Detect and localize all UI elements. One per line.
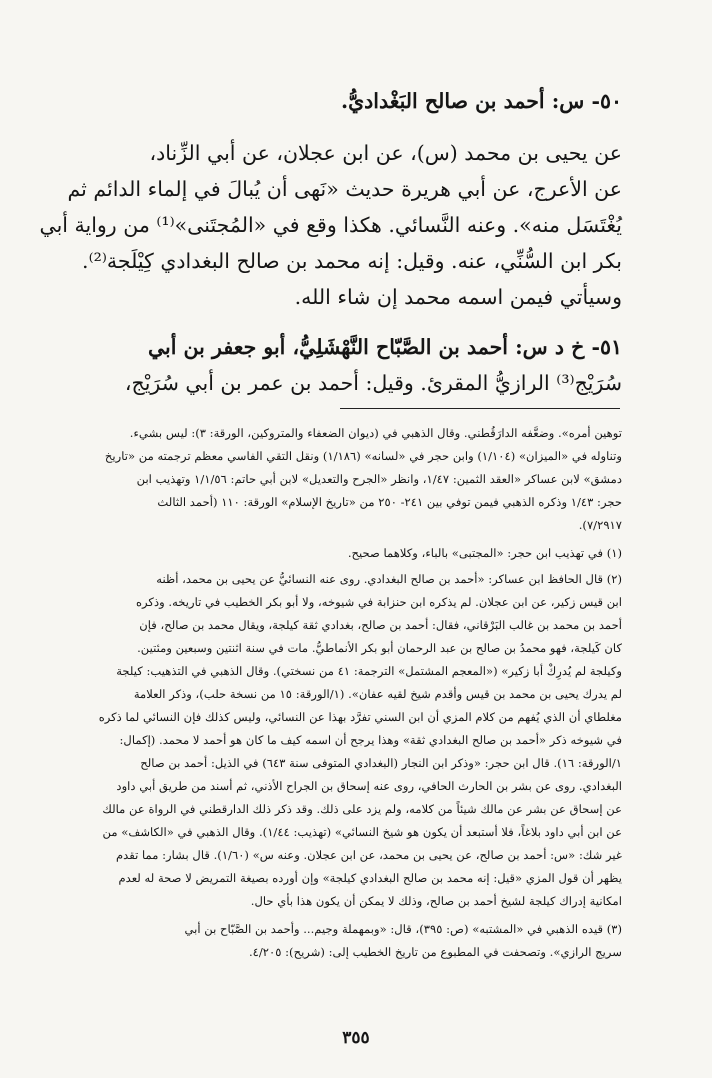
footnote-line: في شيوخه ذكر «أحمد بن صالح البغدادي ثقة» وهذا يرجح أن اسمه كيف ما كان هو أحمد لا محمد. (إكمال: bbox=[119, 733, 622, 747]
footnote-line: البغدادي. روى عن بشر بن الحارث الحافي، روى عنه إسحاق بن الجراح الأذني، ثم أسند من طريق أبي داود bbox=[116, 779, 622, 793]
footnote-line: غير شك: «س: أحمد بن صالح، عن يحيى بن محمد، عن ابن عجلان. وعنه س» (١/٦٠). قال بشار: مما تقدم bbox=[115, 848, 622, 862]
footnote-1: (١) في تهذيب ابن حجر: «المجتبى» بالباء، وكلاهما صحيح. bbox=[347, 546, 622, 560]
footnote-line: يظهر أن قول المزي «قيل: إنه محمد بن صالح البغدادي كيلجة» وإن أورده بصيغة التمريض لا صحة له لعدم bbox=[118, 871, 622, 885]
footnote-line: توهين أمره». وضعَّفه الدارَقُطني. وقال الذهبي في (ديوان الضعفاء والمتروكين، الورقة: ٣): ليس بشيء. bbox=[129, 426, 622, 440]
footnote-line: ١/الورقة: ١٦). قال ابن حجر: «وذكر ابن النجار (البغدادي المتوفى سنة ٦٤٣) في الذيل: أحمد بن صالح bbox=[140, 756, 622, 770]
footnote-line: عن ابن أبي داود بلاغاً، فلا أستبعد أن يكون هو شيخ النسائي» (تهذيب: ١/٤٤). وقال الذهبي في «الكاشف» من bbox=[102, 825, 622, 839]
footnote-line: عن إسحاق عن بشر عن مالك شيئاً من كلامه، ولم يزد على ذلك. وقد ذكر ذلك الدارقطني في الرواة عن مالك bbox=[102, 802, 622, 816]
footnote-3: (٣) قيده الذهبي في «المشتبه» (ص: ٣٩٥)، قال: «وبمهملة وجيم... وأحمد بن الصَّبّاح بن أبي bbox=[184, 922, 622, 936]
footnote-line: وتناوله في «الميزان» (١/١٠٤) وابن حجر في «لسانه» (١/١٨٦) ونقل التقي الفاسي معظم ترجمته من «تاريخ bbox=[104, 449, 622, 463]
main-text-line: سُرَيْج⁽³⁾ الرازيُّ المقرئ. وقيل: أحمد بن عمر بن أبي سُرَيْج، bbox=[124, 371, 622, 395]
page-number: ٣٥٥ bbox=[342, 1028, 370, 1048]
footnote-line: لم يدرك يحيى بن محمد بن قيس وأقدم شيخ لقيه عفان». (١/الورقة: ١٥ من نسخة حلب)، وذكر العلامة bbox=[133, 687, 622, 701]
footnote-line: سريج الرازي». وتصحفت في المطبوع من تاريخ الخطيب إلى: (شريح): ٤/٢٠٥. bbox=[248, 945, 622, 959]
footnote-line: وكيلجة لم يُدرِكْ أبا زكير» («المعجم المشتمل» الترجمة: ٤١ من نسختي). وقال الذهبي في التذهيب: كيلجة bbox=[116, 664, 622, 678]
footnote-line: مغلطاي أن الذي يُفهم من كلام المزي أن ابن السني تفرَّد بهذا عن النسائي، وليس كذلك فإن النسائي لما ذكره bbox=[98, 710, 622, 724]
footnote-divider bbox=[340, 408, 620, 409]
footnote-line: امكانية إدراك كيلجة لشيخ أحمد بن صالح، وذلك لا يمكن أن يكون هذا بأي حال. bbox=[250, 894, 622, 908]
footnote-line: دمشق» لابن عساكر «العقد الثمين: ١/٤٧، وانظر «الجرح والتعديل» لابن أبي حاتم: ١/١/٥٦ وتهذيب ابن bbox=[136, 472, 622, 486]
main-text-line: يُغْتَسَل منه». وعنه النَّسائي. هكذا وقع في «المُجتَنى»⁽¹⁾ من رواية أبي bbox=[39, 213, 622, 237]
main-text-line: وسيأتي فيمن اسمه محمد إن شاء الله. bbox=[294, 285, 622, 309]
footnote-line: كان كَيلجة، فهو محمدُ بن صالح بن عبد الرحمان أبو بكر الأنماطيُّ. مات في سنة اثنتين وسبعين ومئتين. bbox=[137, 641, 622, 655]
main-text-line: عن الأعرج، عن أبي هريرة حديث «نَهى أن يُبالَ في إلماء الدائم ثم bbox=[67, 177, 622, 201]
main-text-line: بكر ابن السُّنِّي، عنه. وقيل: إنه محمد بن صالح البغدادي كِيْلَجة⁽²⁾. bbox=[82, 249, 622, 273]
main-text-line: عن يحيى بن محمد (س)، عن ابن عجلان، عن أبي الزِّناد، bbox=[149, 141, 622, 165]
footnote-line: ابن قيس زكير، عن ابن عجلان. لم يذكره ابن حنزابة في شيوخه، ولا أبو بكر الخطيب في تاريخه. وذكره bbox=[135, 595, 622, 609]
entry-51-heading: ٥١- خ د س: أحمد بن الصَّبّاح النَّهْشَلِيُّ، أبو جعفر بن أبي bbox=[147, 335, 622, 359]
footnote-line: حجر: ١/٤٣ وذكره الذهبي فيمن توفي بين ٢٤١- ٢٥٠ من «تاريخ الإسلام» الورقة: ١١٠ (أحمد الثالث bbox=[157, 495, 622, 509]
footnote-line: ٧/٢٩١٧). bbox=[578, 518, 622, 532]
footnote-2: (٢) قال الحافظ ابن عساكر: «أحمد بن صالح البغدادي. روى عنه النسائيُّ عن يحيى بن محمد، أظنه bbox=[156, 572, 622, 586]
entry-50-heading: ٥٠- س: أحمد بن صالح البَغْداديُّ. bbox=[340, 89, 622, 113]
footnote-line: أحمد بن محمد بن غالب البَرْقاني، فقال: أحمد بن صالح، بغدادي ثقة كيلجة، ويقال محمد بن صالح، فإن bbox=[139, 618, 622, 632]
